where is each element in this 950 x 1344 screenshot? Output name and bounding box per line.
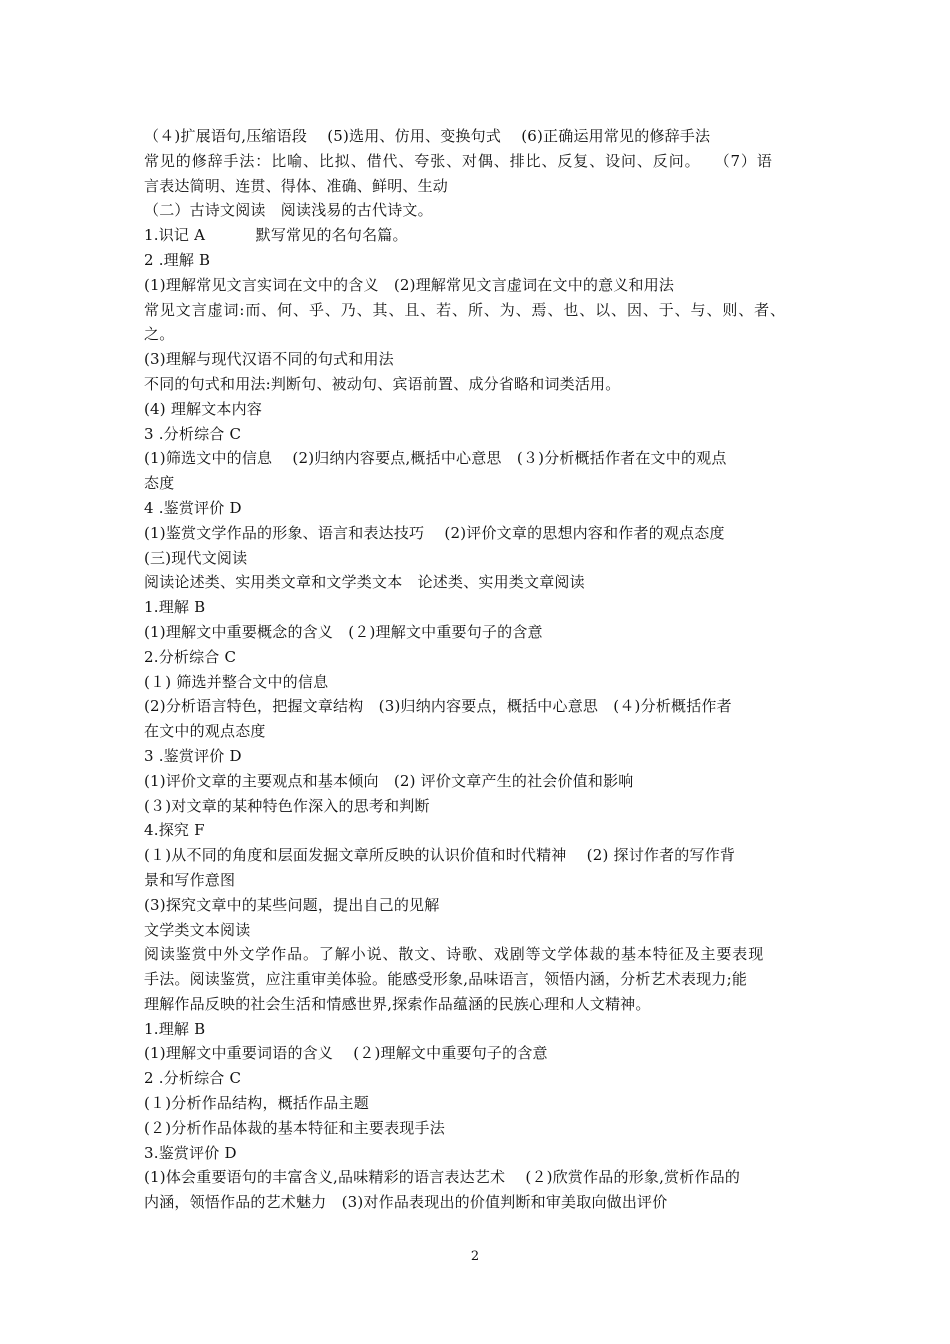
text-line: 之。 — [144, 325, 175, 344]
subheading: 3 .分析综合 C — [144, 424, 242, 443]
text-line: (1)体会重要语句的丰富含义,品味精彩的语言表达艺术 (２)欣赏作品的形象,赏析作品的 — [144, 1168, 741, 1187]
subheading: 3.鉴赏评价 D — [144, 1143, 237, 1162]
subheading: 2 .分析综合 C — [144, 1069, 242, 1088]
text-line: (1)鉴赏文学作品的形象、语言和表达技巧 (2)评价文章的思想内容和作者的观点态度 — [144, 523, 725, 542]
subheading: 3 .鉴赏评价 D — [144, 746, 242, 765]
text-line: (３)对文章的某种特色作深入的思考和判断 — [144, 796, 430, 815]
text-line: (２)分析作品体裁的基本特征和主要表现手法 — [144, 1118, 445, 1137]
text-line: 态度 — [144, 474, 175, 493]
text-line: 言表达简明、连贯、得体、准确、鲜明、生动 — [144, 176, 449, 195]
subheading: 1.理解 B — [144, 598, 206, 617]
subheading: 2.分析综合 C — [144, 647, 237, 666]
text-line: (4) 理解文本内容 — [144, 399, 263, 418]
text-line: 常见的修辞手法：比喻、比拟、借代、夸张、对偶、排比、反复、设问、反问。 （7）语 — [144, 151, 773, 170]
text-line: 在文中的观点态度 — [144, 722, 266, 741]
text-line: (１)从不同的角度和层面发掘文章所反映的认识价值和时代精神 (2) 探讨作者的写作背 — [144, 846, 736, 865]
text-line: 内涵，领悟作品的艺术魅力 (3)对作品表现出的价值判断和审美取向做出评价 — [144, 1193, 668, 1212]
text-line: (1)理解常见文言实词在文中的含义 (2)理解常见文言虚词在文中的意义和用法 — [144, 275, 675, 294]
subheading: 4 .鉴赏评价 D — [144, 498, 242, 517]
text-line: 手法。阅读鉴赏，应注重审美体验。能感受形象,品味语言，领悟内涵，分析艺术表现力;能 — [144, 970, 748, 989]
text-line: (1)理解文中重要概念的含义 (２)理解文中重要句子的含意 — [144, 622, 543, 641]
text-line: 1.识记 A 默写常见的名句名篇。 — [144, 226, 408, 245]
text-line: （４)扩展语句,压缩语段 (5)选用、仿用、变换句式 (6)正确运用常见的修辞手法 — [144, 127, 711, 145]
page-number: 2 — [470, 1249, 480, 1264]
text-line: (1)理解文中重要词语的含义 (２)理解文中重要句子的含意 — [144, 1044, 548, 1063]
text-line: 理解作品反映的社会生活和情感世界,探索作品蕴涵的民族心理和人文精神。 — [144, 994, 651, 1013]
text-line: 不同的句式和用法:判断句、被动句、宾语前置、成分省略和词类活用。 — [144, 374, 621, 393]
text-line: (3)理解与现代汉语不同的句式和用法 — [144, 350, 394, 369]
text-line: 阅读论述类、实用类文章和文学类文本 论述类、实用类文章阅读 — [144, 573, 585, 592]
text-line: (1)筛选文中的信息 (2)归纳内容要点,概括中心意思 (３)分析概括作者在文中的观点 — [144, 449, 727, 468]
text-line: 常见文言虚词:而、何、乎、乃、其、且、若、所、为、焉、也、以、因、于、与、则、者、 — [144, 300, 786, 319]
subheading: 2 .理解 B — [144, 250, 211, 269]
text-line: (2)分析语言特色，把握文章结构 (3)归纳内容要点，概括中心意思 (４)分析概括作者 — [144, 697, 732, 716]
section-heading: (三)现代文阅读 — [144, 548, 248, 567]
section-heading: 文学类文本阅读 — [144, 920, 251, 939]
text-line: (1)评价文章的主要观点和基本倾向 (2) 评价文章产生的社会价值和影响 — [144, 771, 634, 790]
document-body — [144, 124, 816, 1215]
subheading: 4.探究 F — [144, 821, 205, 840]
text-line: 景和写作意图 — [144, 870, 236, 889]
text-line: (１) 筛选并整合文中的信息 — [144, 672, 329, 691]
text-line: (3)探究文章中的某些问题，提出自己的见解 — [144, 895, 440, 914]
subheading: 1.理解 B — [144, 1019, 206, 1038]
text-line: 阅读鉴赏中外文学作品。了解小说、散文、诗歌、戏剧等文学体裁的基本特征及主要表现 — [144, 945, 765, 964]
section-heading: （二）古诗文阅读 阅读浅易的古代诗文。 — [144, 201, 433, 220]
text-line: (１)分析作品结构，概括作品主题 — [144, 1094, 369, 1113]
